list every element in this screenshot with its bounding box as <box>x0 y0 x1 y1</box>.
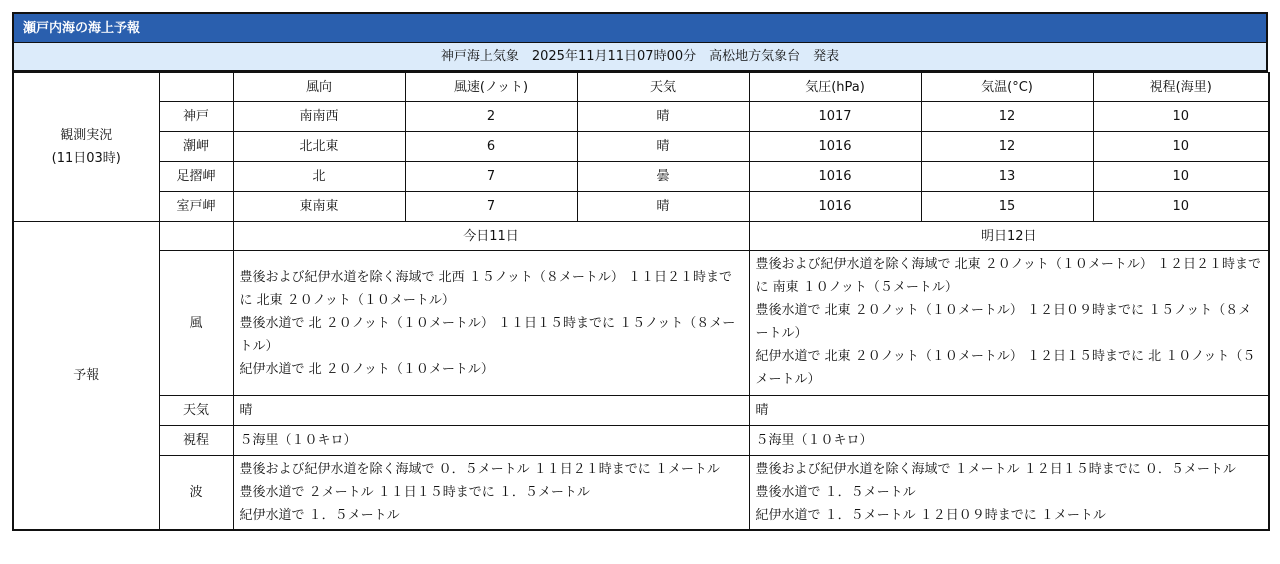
cell-visibility: 10 <box>1093 192 1269 222</box>
forecast-wave-row <box>13 456 1269 531</box>
forecast-visibility-day2: ５海里（１０キロ） <box>749 426 1269 456</box>
cell-pressure: 1016 <box>749 192 921 222</box>
station-name: 室戸岬 <box>159 192 233 222</box>
forecast-text-line: 豊後および紀伊水道を除く海域で 北西 １５ノット（８メートル） １１日２１時までに 北東 ２０ノット（１０メートル） <box>239 269 732 308</box>
forecast-weather-day2: 晴 <box>749 396 1269 426</box>
header-weather: 天気 <box>577 73 749 102</box>
forecast-visibility-day1: ５海里（１０キロ） <box>233 426 749 456</box>
forecast-text-line: 豊後水道で 北東 ２０ノット（１０メートル） １２日０９時までに １５ノット（８メートル） <box>755 303 1252 341</box>
cell-visibility: 10 <box>1093 102 1269 132</box>
forecast-wave-day1 <box>233 456 749 531</box>
table-row <box>13 192 1269 222</box>
forecast-wave-day2 <box>749 456 1269 531</box>
header-wind-speed: 風速(ノット) <box>405 73 577 102</box>
forecast-weather-row <box>13 396 1269 426</box>
forecast-text-line: 豊後および紀伊水道を除く海域で 北東 ２０ノット（１０メートル） １２日２１時までに 南東 １０ノット（５メートル） <box>755 257 1261 295</box>
forecast-panel <box>12 12 1268 531</box>
forecast-day1-header: 今日11日 <box>233 222 749 251</box>
table-row <box>13 102 1269 132</box>
forecast-text-line: 紀伊水道で 北東 ２０ノット（１０メートル） １２日１５時までに 北 １０ノット（５メートル） <box>755 349 1256 387</box>
cell-pressure: 1016 <box>749 162 921 192</box>
cell-weather: 晴 <box>577 192 749 222</box>
forecast-visibility-row <box>13 426 1269 456</box>
forecast-text-line: 豊後および紀伊水道を除く海域で ０．５メートル １１日２１時までに １メートル <box>239 462 720 477</box>
cell-wind-direction: 南南西 <box>233 102 405 132</box>
station-name: 潮岬 <box>159 132 233 162</box>
forecast-table <box>12 72 1270 531</box>
cell-temperature: 12 <box>921 132 1093 162</box>
observation-label <box>13 73 159 222</box>
forecast-label: 予報 <box>13 222 159 531</box>
cell-pressure: 1017 <box>749 102 921 132</box>
cell-wind-speed: 6 <box>405 132 577 162</box>
cell-temperature: 12 <box>921 102 1093 132</box>
header-visibility: 視程(海里) <box>1093 73 1269 102</box>
forecast-text-line: 紀伊水道で 北 ２０ノット（１０メートル） <box>239 361 494 377</box>
cell-wind-direction: 東南東 <box>233 192 405 222</box>
forecast-text-line: 豊後および紀伊水道を除く海域で １メートル １２日１５時までに ０．５メートル <box>755 462 1236 477</box>
cell-wind-speed: 2 <box>405 102 577 132</box>
panel-title: 瀬戸内海の海上予報 <box>12 12 1268 42</box>
forecast-wind-day1 <box>233 251 749 396</box>
table-row <box>13 132 1269 162</box>
forecast-header-row <box>13 222 1269 251</box>
cell-temperature: 13 <box>921 162 1093 192</box>
station-name: 神戸 <box>159 102 233 132</box>
observation-header-row <box>13 73 1269 102</box>
header-temperature: 気温(°C) <box>921 73 1093 102</box>
observation-label-time: (11日03時) <box>51 151 121 166</box>
forecast-wind-label: 風 <box>159 251 233 396</box>
cell-wind-direction: 北 <box>233 162 405 192</box>
forecast-weather-label: 天気 <box>159 396 233 426</box>
observation-label-title: 観測実況 <box>60 128 113 143</box>
cell-weather: 曇 <box>577 162 749 192</box>
table-row <box>13 162 1269 192</box>
cell-visibility: 10 <box>1093 162 1269 192</box>
forecast-text-line: 豊後水道で 北 ２０ノット（１０メートル） １１日１５時までに １５ノット（８メートル） <box>239 315 736 354</box>
forecast-day2-header: 明日12日 <box>749 222 1269 251</box>
forecast-wind-day2 <box>749 251 1269 396</box>
station-name: 足摺岬 <box>159 162 233 192</box>
header-blank <box>159 73 233 102</box>
cell-wind-direction: 北北東 <box>233 132 405 162</box>
cell-wind-speed: 7 <box>405 162 577 192</box>
forecast-text-line: 豊後水道で ２メートル １１日１５時までに １．５メートル <box>239 485 590 500</box>
forecast-wind-row <box>13 251 1269 396</box>
cell-pressure: 1016 <box>749 132 921 162</box>
header-wind-direction: 風向 <box>233 73 405 102</box>
cell-wind-speed: 7 <box>405 192 577 222</box>
cell-weather: 晴 <box>577 132 749 162</box>
cell-temperature: 15 <box>921 192 1093 222</box>
cell-weather: 晴 <box>577 102 749 132</box>
forecast-text-line: 紀伊水道で １．５メートル １２日０９時までに １メートル <box>755 508 1106 523</box>
header-pressure: 気圧(hPa) <box>749 73 921 102</box>
forecast-text-line: 豊後水道で １．５メートル <box>755 485 916 500</box>
header-blank <box>159 222 233 251</box>
forecast-wave-label: 波 <box>159 456 233 531</box>
forecast-visibility-label: 視程 <box>159 426 233 456</box>
cell-visibility: 10 <box>1093 132 1269 162</box>
issuance-info: 神戸海上気象 2025年11月11日07時00分 高松地方気象台 発表 <box>12 42 1268 72</box>
forecast-text-line: 紀伊水道で １．５メートル <box>239 508 400 523</box>
forecast-weather-day1: 晴 <box>233 396 749 426</box>
